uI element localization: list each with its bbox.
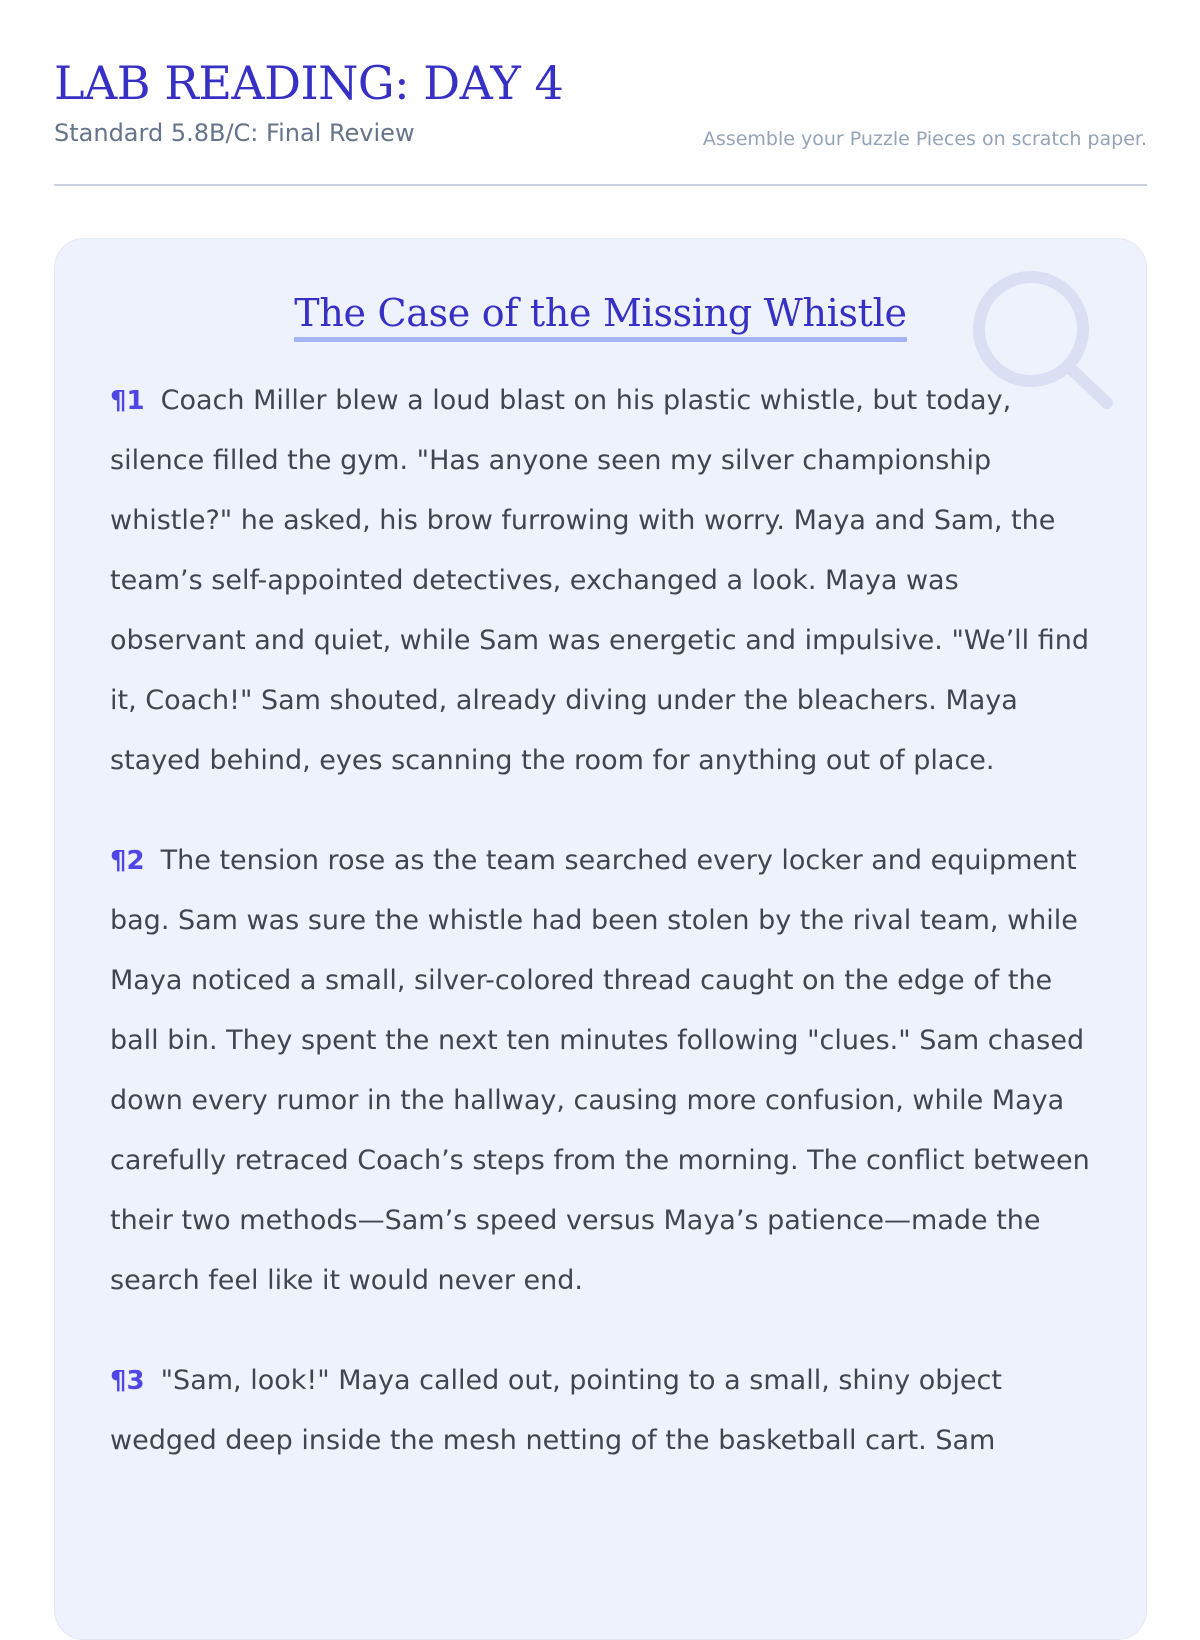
- story-title-text: The Case of the Missing Whistle: [294, 291, 906, 342]
- paragraph-1: [110, 371, 1100, 791]
- reading-card: [54, 238, 1147, 1640]
- worksheet-page: [54, 0, 1147, 1456]
- story-body: [110, 371, 1100, 1511]
- paragraph-marker: ¶1: [110, 386, 145, 416]
- instruction-note: Assemble your Puzzle Pieces on scratch paper.: [702, 128, 1147, 150]
- standard-subtitle: Standard 5.8B/C: Final Review: [54, 119, 415, 147]
- paragraph-2: [110, 831, 1100, 1311]
- page-title: LAB READING: DAY 4: [54, 56, 564, 110]
- paragraph-marker: ¶3: [110, 1366, 145, 1396]
- page-header: [54, 0, 1147, 186]
- story-title: [55, 291, 1146, 342]
- paragraph-3: [110, 1351, 1100, 1471]
- paragraph-text: Coach Miller blew a loud blast on his plastic whistle, but today, silence filled the gym. "Has anyone seen my silver championship whistle?" he asked, his brow furrowing with worry. Maya and Sam, the team’s self-appointed detectives, exchanged a look. Maya was observant and quiet, while Sam was energetic and impulsive. "We’ll find it, Coach!" Sam shouted, already diving under the bleachers. Maya stayed behind, eyes scanning the room for anything out of place.: [110, 385, 1090, 776]
- paragraph-text: The tension rose as the team searched every locker and equipment bag. Sam was sure the whistle had been stolen by the rival team, while Maya noticed a small, silver-colored thread caught on the edge of the ball bin. They spent the next ten minutes following "clues." Sam chased down every rumor in the hallway, causing more confusion, while Maya carefully retraced Coach’s steps from the morning. The conflict between their two methods—Sam’s speed versus Maya’s patience—made the search feel like it would never end.: [110, 845, 1090, 1296]
- paragraph-text: "Sam, look!" Maya called out, pointing to a small, shiny object wedged deep inside the mesh netting of the basketball cart. Sam: [110, 1365, 1002, 1456]
- paragraph-marker: ¶2: [110, 846, 145, 876]
